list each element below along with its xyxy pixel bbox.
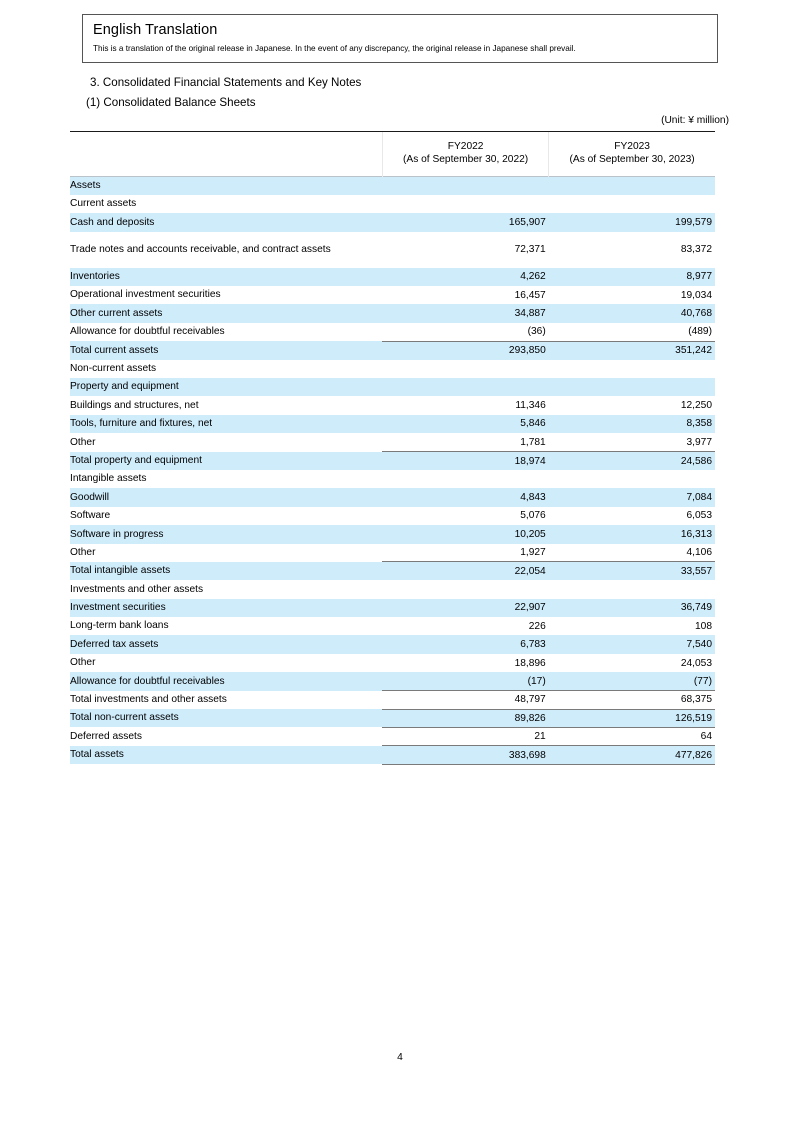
table-row bbox=[70, 286, 715, 304]
row-value-fy2023 bbox=[549, 177, 715, 195]
row-value-fy2022: 89,826 bbox=[382, 709, 548, 727]
row-value-fy2023: 4,106 bbox=[549, 544, 715, 562]
table-row bbox=[70, 415, 715, 433]
row-value-fy2022: 5,076 bbox=[382, 507, 548, 525]
row-label: Allowance for doubtful receivables bbox=[70, 672, 382, 690]
table-row bbox=[70, 599, 715, 617]
table-row bbox=[70, 672, 715, 690]
column-header-fy2022-date: (As of September 30, 2022) bbox=[403, 154, 529, 165]
row-value-fy2022: 16,457 bbox=[382, 286, 548, 304]
row-value-fy2022 bbox=[382, 195, 548, 213]
table-row bbox=[70, 213, 715, 231]
row-label: Current assets bbox=[70, 195, 382, 213]
row-value-fy2022 bbox=[382, 378, 548, 396]
row-label: Intangible assets bbox=[70, 470, 382, 488]
row-label: Investment securities bbox=[70, 599, 382, 617]
table-row bbox=[70, 304, 715, 322]
row-value-fy2023 bbox=[549, 378, 715, 396]
row-value-fy2022 bbox=[382, 580, 548, 598]
row-value-fy2023 bbox=[549, 580, 715, 598]
row-value-fy2023: 64 bbox=[549, 727, 715, 745]
row-label: Inventories bbox=[70, 268, 382, 286]
row-value-fy2023: 8,977 bbox=[549, 268, 715, 286]
row-value-fy2022: 34,887 bbox=[382, 304, 548, 322]
row-label: Cash and deposits bbox=[70, 213, 382, 231]
row-label: Long-term bank loans bbox=[70, 617, 382, 635]
table-body bbox=[70, 177, 715, 765]
subsection-heading: (1) Consolidated Balance Sheets bbox=[86, 96, 256, 109]
row-value-fy2022: 4,843 bbox=[382, 488, 548, 506]
row-value-fy2023 bbox=[549, 470, 715, 488]
row-value-fy2023: 12,250 bbox=[549, 396, 715, 414]
row-label: Buildings and structures, net bbox=[70, 396, 382, 414]
row-label: Total assets bbox=[70, 746, 382, 764]
row-value-fy2023: (77) bbox=[549, 672, 715, 690]
row-value-fy2023: 3,977 bbox=[549, 433, 715, 451]
table-row bbox=[70, 727, 715, 745]
row-value-fy2023: 7,540 bbox=[549, 635, 715, 653]
row-value-fy2023: 199,579 bbox=[549, 213, 715, 231]
row-value-fy2023: 351,242 bbox=[549, 341, 715, 359]
column-header-fy2023 bbox=[549, 132, 715, 177]
row-label: Operational investment securities bbox=[70, 286, 382, 304]
row-value-fy2023: 19,034 bbox=[549, 286, 715, 304]
row-value-fy2023: 33,557 bbox=[549, 562, 715, 580]
notice-title: English Translation bbox=[93, 22, 218, 38]
row-label: Total current assets bbox=[70, 341, 382, 359]
row-label: Total intangible assets bbox=[70, 562, 382, 580]
table-row bbox=[70, 507, 715, 525]
row-label: Total property and equipment bbox=[70, 452, 382, 470]
english-translation-notice bbox=[82, 14, 718, 63]
consolidated-balance-sheet-table bbox=[70, 131, 715, 765]
row-value-fy2023: 108 bbox=[549, 617, 715, 635]
table-row bbox=[70, 323, 715, 341]
row-value-fy2022: 18,896 bbox=[382, 654, 548, 672]
table-row bbox=[70, 709, 715, 727]
table-row bbox=[70, 232, 715, 268]
column-header-fy2023-date: (As of September 30, 2023) bbox=[569, 154, 695, 165]
row-value-fy2022: 6,783 bbox=[382, 635, 548, 653]
row-value-fy2022: 11,346 bbox=[382, 396, 548, 414]
table-row bbox=[70, 360, 715, 378]
row-value-fy2022: 22,054 bbox=[382, 562, 548, 580]
row-value-fy2023: 68,375 bbox=[549, 691, 715, 709]
row-value-fy2023: (489) bbox=[549, 323, 715, 341]
row-value-fy2023: 24,586 bbox=[549, 452, 715, 470]
table-row bbox=[70, 580, 715, 598]
row-label: Deferred assets bbox=[70, 727, 382, 745]
row-value-fy2023: 83,372 bbox=[549, 232, 715, 268]
row-label: Other current assets bbox=[70, 304, 382, 322]
table-row bbox=[70, 195, 715, 213]
row-value-fy2022: 1,781 bbox=[382, 433, 548, 451]
row-value-fy2023: 126,519 bbox=[549, 709, 715, 727]
table-row bbox=[70, 525, 715, 543]
row-value-fy2022 bbox=[382, 470, 548, 488]
row-value-fy2023: 8,358 bbox=[549, 415, 715, 433]
table-row bbox=[70, 488, 715, 506]
table-row bbox=[70, 268, 715, 286]
section-heading: 3. Consolidated Financial Statements and Key Notes bbox=[90, 76, 362, 89]
row-value-fy2023: 477,826 bbox=[549, 746, 715, 764]
row-value-fy2022: 293,850 bbox=[382, 341, 548, 359]
table-row bbox=[70, 470, 715, 488]
row-value-fy2022: 21 bbox=[382, 727, 548, 745]
column-header-fy2022 bbox=[382, 132, 548, 177]
table-row bbox=[70, 433, 715, 451]
table-row bbox=[70, 562, 715, 580]
row-value-fy2022 bbox=[382, 177, 548, 195]
table-row bbox=[70, 452, 715, 470]
row-value-fy2022: 10,205 bbox=[382, 525, 548, 543]
table-row bbox=[70, 654, 715, 672]
row-label: Investments and other assets bbox=[70, 580, 382, 598]
row-value-fy2023: 24,053 bbox=[549, 654, 715, 672]
row-label: Property and equipment bbox=[70, 378, 382, 396]
row-value-fy2022 bbox=[382, 360, 548, 378]
unit-note: (Unit: ¥ million) bbox=[661, 115, 729, 126]
row-label: Allowance for doubtful receivables bbox=[70, 323, 382, 341]
row-value-fy2023: 40,768 bbox=[549, 304, 715, 322]
row-label: Tools, furniture and fixtures, net bbox=[70, 415, 382, 433]
page-number: 4 bbox=[397, 1052, 403, 1063]
row-value-fy2022: 4,262 bbox=[382, 268, 548, 286]
row-value-fy2022: 226 bbox=[382, 617, 548, 635]
row-value-fy2022: 383,698 bbox=[382, 746, 548, 764]
row-label: Software in progress bbox=[70, 525, 382, 543]
row-label: Trade notes and accounts receivable, and contract assets bbox=[70, 232, 382, 268]
table-header bbox=[70, 132, 715, 177]
row-value-fy2023: 6,053 bbox=[549, 507, 715, 525]
row-value-fy2023: 36,749 bbox=[549, 599, 715, 617]
row-value-fy2022: 22,907 bbox=[382, 599, 548, 617]
row-value-fy2023 bbox=[549, 195, 715, 213]
table-row bbox=[70, 396, 715, 414]
row-value-fy2023: 16,313 bbox=[549, 525, 715, 543]
table-row bbox=[70, 177, 715, 195]
row-value-fy2022: 48,797 bbox=[382, 691, 548, 709]
column-header-fy2022-year: FY2022 bbox=[447, 141, 484, 152]
notice-body: This is a translation of the original release in Japanese. In the event of any discrepancy, the original release in Japanese shall prevail. bbox=[93, 44, 576, 53]
row-label: Total investments and other assets bbox=[70, 691, 382, 709]
row-value-fy2022: 5,846 bbox=[382, 415, 548, 433]
table-row bbox=[70, 544, 715, 562]
row-label: Other bbox=[70, 433, 382, 451]
row-value-fy2023: 7,084 bbox=[549, 488, 715, 506]
row-value-fy2022: (17) bbox=[382, 672, 548, 690]
row-label: Other bbox=[70, 544, 382, 562]
row-value-fy2022: 18,974 bbox=[382, 452, 548, 470]
table-row bbox=[70, 746, 715, 764]
row-label: Other bbox=[70, 654, 382, 672]
row-value-fy2022: 1,927 bbox=[382, 544, 548, 562]
row-label: Goodwill bbox=[70, 488, 382, 506]
table-row bbox=[70, 635, 715, 653]
table-row bbox=[70, 378, 715, 396]
row-label: Total non-current assets bbox=[70, 709, 382, 727]
row-label: Deferred tax assets bbox=[70, 635, 382, 653]
row-value-fy2022: 165,907 bbox=[382, 213, 548, 231]
row-value-fy2022: 72,371 bbox=[382, 232, 548, 268]
column-header-label bbox=[70, 132, 382, 177]
row-value-fy2022: (36) bbox=[382, 323, 548, 341]
row-label: Non-current assets bbox=[70, 360, 382, 378]
row-label: Software bbox=[70, 507, 382, 525]
table-row bbox=[70, 691, 715, 709]
row-label: Assets bbox=[70, 177, 382, 195]
table-row bbox=[70, 341, 715, 359]
table-row bbox=[70, 617, 715, 635]
column-header-fy2023-year: FY2023 bbox=[614, 141, 650, 152]
row-value-fy2023 bbox=[549, 360, 715, 378]
